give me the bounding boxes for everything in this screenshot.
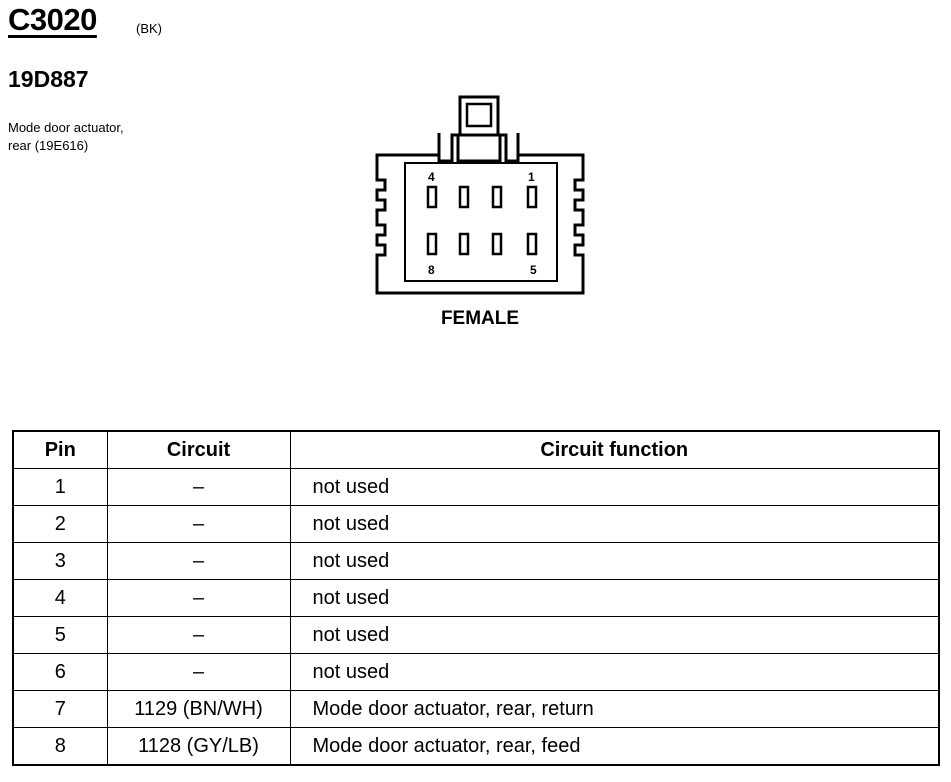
function-cell: not used <box>290 506 939 543</box>
function-cell: not used <box>290 469 939 506</box>
locking-tab-window <box>467 104 491 126</box>
pin-circuit-table <box>12 430 940 766</box>
pin-terminal-4 <box>428 187 436 207</box>
pin-terminal-1 <box>528 187 536 207</box>
pin-label-8: 8 <box>428 263 435 277</box>
table-row <box>13 469 939 506</box>
connector-housing-outline <box>377 133 583 293</box>
description-line-1: Mode door actuator, <box>8 120 124 135</box>
circuit-cell: – <box>107 543 290 580</box>
pin-terminal-3 <box>460 187 468 207</box>
table-row <box>13 654 939 691</box>
circuit-cell: – <box>107 654 290 691</box>
pin-label-5: 5 <box>530 263 537 277</box>
pin-terminal-8 <box>428 234 436 254</box>
header-circuit: Circuit <box>107 431 290 469</box>
pin-cell: 2 <box>13 506 107 543</box>
pin-cell: 1 <box>13 469 107 506</box>
circuit-cell: 1128 (GY/LB) <box>107 728 290 766</box>
connector-color-code: (BK) <box>136 21 162 36</box>
pin-label-1: 1 <box>528 170 535 184</box>
connector-description <box>8 119 228 155</box>
table-header-row <box>13 431 939 469</box>
circuit-cell: – <box>107 617 290 654</box>
function-cell: not used <box>290 580 939 617</box>
pin-cell: 8 <box>13 728 107 766</box>
connector-gender-label: FEMALE <box>440 308 520 329</box>
locking-tab <box>460 97 498 135</box>
pin-terminal-7 <box>460 234 468 254</box>
circuit-cell: – <box>107 580 290 617</box>
pin-cell: 5 <box>13 617 107 654</box>
circuit-cell: – <box>107 506 290 543</box>
table-row <box>13 617 939 654</box>
table-row <box>13 506 939 543</box>
description-line-2: rear (19E616) <box>8 138 89 153</box>
circuit-cell: – <box>107 469 290 506</box>
table-row <box>13 728 939 766</box>
function-cell: not used <box>290 543 939 580</box>
header-pin: Pin <box>13 431 107 469</box>
function-cell: Mode door actuator, rear, feed <box>290 728 939 766</box>
function-cell: not used <box>290 617 939 654</box>
table-row <box>13 580 939 617</box>
pin-cell: 4 <box>13 580 107 617</box>
table-row <box>13 691 939 728</box>
function-cell: not used <box>290 654 939 691</box>
pin-cell: 3 <box>13 543 107 580</box>
pin-terminal-6 <box>493 234 501 254</box>
pin-cell: 6 <box>13 654 107 691</box>
circuit-cell: 1129 (BN/WH) <box>107 691 290 728</box>
pin-terminal-5 <box>528 234 536 254</box>
connector-id: C3020 <box>8 2 97 37</box>
header-circuit-function: Circuit function <box>290 431 939 469</box>
pin-cell: 7 <box>13 691 107 728</box>
function-cell: Mode door actuator, rear, return <box>290 691 939 728</box>
table-row <box>13 543 939 580</box>
pin-label-4: 4 <box>428 170 435 184</box>
pin-terminal-2 <box>493 187 501 207</box>
part-number: 19D887 <box>8 66 89 92</box>
connector-face-diagram <box>370 95 590 300</box>
